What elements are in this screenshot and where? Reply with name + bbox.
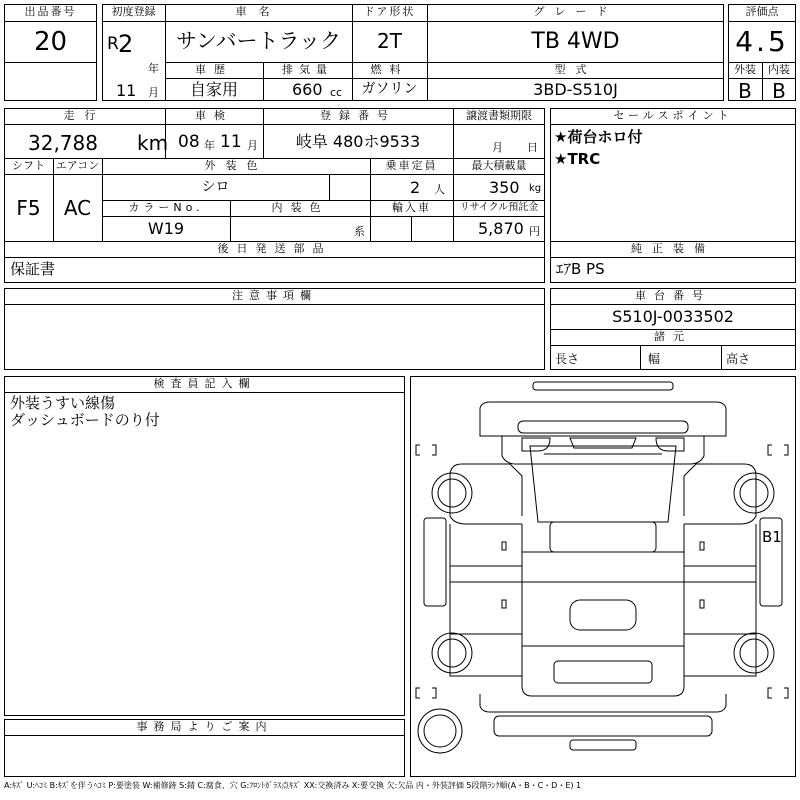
damage-mark-b1: B1 xyxy=(762,528,782,546)
sales-point-item: ★TRC xyxy=(554,150,601,168)
model-code-value: 3BD-S510J xyxy=(533,80,618,99)
exterior-grade-value: B xyxy=(738,79,752,103)
sales-point-item: ★荷台ホロ付 xyxy=(554,128,643,146)
door-type-value: 2T xyxy=(377,29,402,53)
displacement-unit: cc xyxy=(330,86,343,99)
displacement-label: 排気量 xyxy=(282,63,333,76)
capacity-unit: 人 xyxy=(434,183,445,196)
inspection-month-unit: 月 xyxy=(247,139,258,152)
mileage-value: 32,788 xyxy=(28,131,98,155)
import-car-label: 輸入車 xyxy=(392,201,431,214)
grade-label: グレード xyxy=(533,5,618,18)
notes-label: 注意事項欄 xyxy=(232,289,317,302)
shift-value: F5 xyxy=(16,196,41,220)
score-value: 4.5 xyxy=(735,25,789,58)
length-label: 長さ xyxy=(555,352,580,366)
recycle-deposit-unit: 円 xyxy=(529,225,540,238)
model-code-label: 型式 xyxy=(554,63,597,76)
lot-number-value: 20 xyxy=(33,27,68,57)
transfer-doc-month-unit: 月 xyxy=(492,141,503,154)
exterior-color-value: シロ xyxy=(201,179,230,195)
later-parts-value: 保証書 xyxy=(10,260,56,278)
score-label: 評価点 xyxy=(745,5,779,18)
interior-color-label: 内装色 xyxy=(271,201,329,214)
registration-month-unit: 月 xyxy=(148,86,159,99)
recycle-deposit-value: 5,870 xyxy=(478,219,524,238)
dimensions-label: 諸元 xyxy=(654,330,692,343)
mileage-label: 走行 xyxy=(63,109,106,122)
chassis-number-value: S510J-0033502 xyxy=(612,307,734,326)
height-label: 高さ xyxy=(726,352,751,366)
capacity-label: 乗車定員 xyxy=(385,159,438,172)
capacity-value: 2 xyxy=(410,178,421,197)
damage-legend: A:ｷｽﾞ U:ﾍｺﾐ B:ｷｽﾞを伴うﾍｺﾐ P:要塗装 W:補修跡 S:錆 C:腐食、穴 G:ﾌﾛﾝﾄｶﾞﾗｽ点ｷｽﾞ XX:交換済み X:要交換 欠:欠品 内・外装評価 5段階ﾗﾝｸ順(A・B・C・D・E) 1 xyxy=(4,781,582,790)
transfer-doc-label: 譲渡書類期限 xyxy=(466,109,532,122)
registration-number-label: 登録番号 xyxy=(320,109,396,122)
max-load-value: 350 xyxy=(489,178,520,197)
history-label: 車歴 xyxy=(195,63,233,76)
inspector-note: ダッシュボードのり付 xyxy=(10,411,160,429)
history-value: 自家用 xyxy=(189,80,238,99)
later-parts-label: 後日発送部品 xyxy=(217,242,332,255)
genuine-equipment-label: 純正装備 xyxy=(631,242,715,255)
width-label: 幅 xyxy=(648,352,661,366)
genuine-equipment-value: ｴｱB PS xyxy=(556,260,605,278)
car-name-value: サンバートラック xyxy=(175,29,342,53)
inspection-month: 11 xyxy=(220,132,242,152)
max-load-label: 最大積載量 xyxy=(471,159,527,172)
chassis-number-label: 車台番号 xyxy=(635,289,711,302)
aircon-label: エアコン xyxy=(55,159,100,172)
lot-number-label: 出品番号 xyxy=(24,5,77,18)
office-label: 事務局よりご案内 xyxy=(136,720,273,733)
inspector-note: 外装うすい線傷 xyxy=(10,394,116,412)
door-type-label: ドア形状 xyxy=(363,5,416,18)
interior-grade-value: B xyxy=(772,79,786,103)
inspection-year: 08 xyxy=(178,132,200,152)
displacement-value: 660 xyxy=(292,80,323,99)
sales-points-label: セールスポイント xyxy=(613,109,733,122)
inspector-label: 検査員記入欄 xyxy=(153,377,256,390)
inspection-label: 車検 xyxy=(195,109,233,122)
first-registration-label: 初度登録 xyxy=(111,5,156,18)
aircon-value: AC xyxy=(63,196,92,220)
transfer-doc-day-unit: 日 xyxy=(527,141,538,154)
registration-year-unit: 年 xyxy=(148,62,159,75)
mileage-unit: km xyxy=(137,131,169,155)
max-load-unit: kg xyxy=(529,183,542,194)
fuel-label: 燃料 xyxy=(370,63,409,76)
recycle-deposit-label: リサイクル預託金 xyxy=(459,202,539,213)
registration-number-value: 岐阜 480ホ9533 xyxy=(295,132,421,151)
grade-value: TB 4WD xyxy=(531,29,620,54)
inspection-year-unit: 年 xyxy=(204,139,215,152)
color-no-label: カラーNo. xyxy=(128,201,204,214)
shift-label: シフト xyxy=(12,159,45,172)
color-no-value: W19 xyxy=(147,219,185,238)
exterior-color-label: 外装色 xyxy=(204,159,268,172)
registration-month: 11 xyxy=(116,81,137,100)
truck-outline-diagram xyxy=(410,376,796,777)
fuel-value: ガソリン xyxy=(361,81,418,97)
interior-grade-label: 内装 xyxy=(768,63,790,76)
exterior-grade-label: 外装 xyxy=(734,63,756,76)
car-name-label: 車名 xyxy=(235,5,282,18)
interior-color-unit: 系 xyxy=(354,225,365,238)
registration-year: 2 xyxy=(118,30,134,58)
era-letter: R xyxy=(107,34,119,54)
